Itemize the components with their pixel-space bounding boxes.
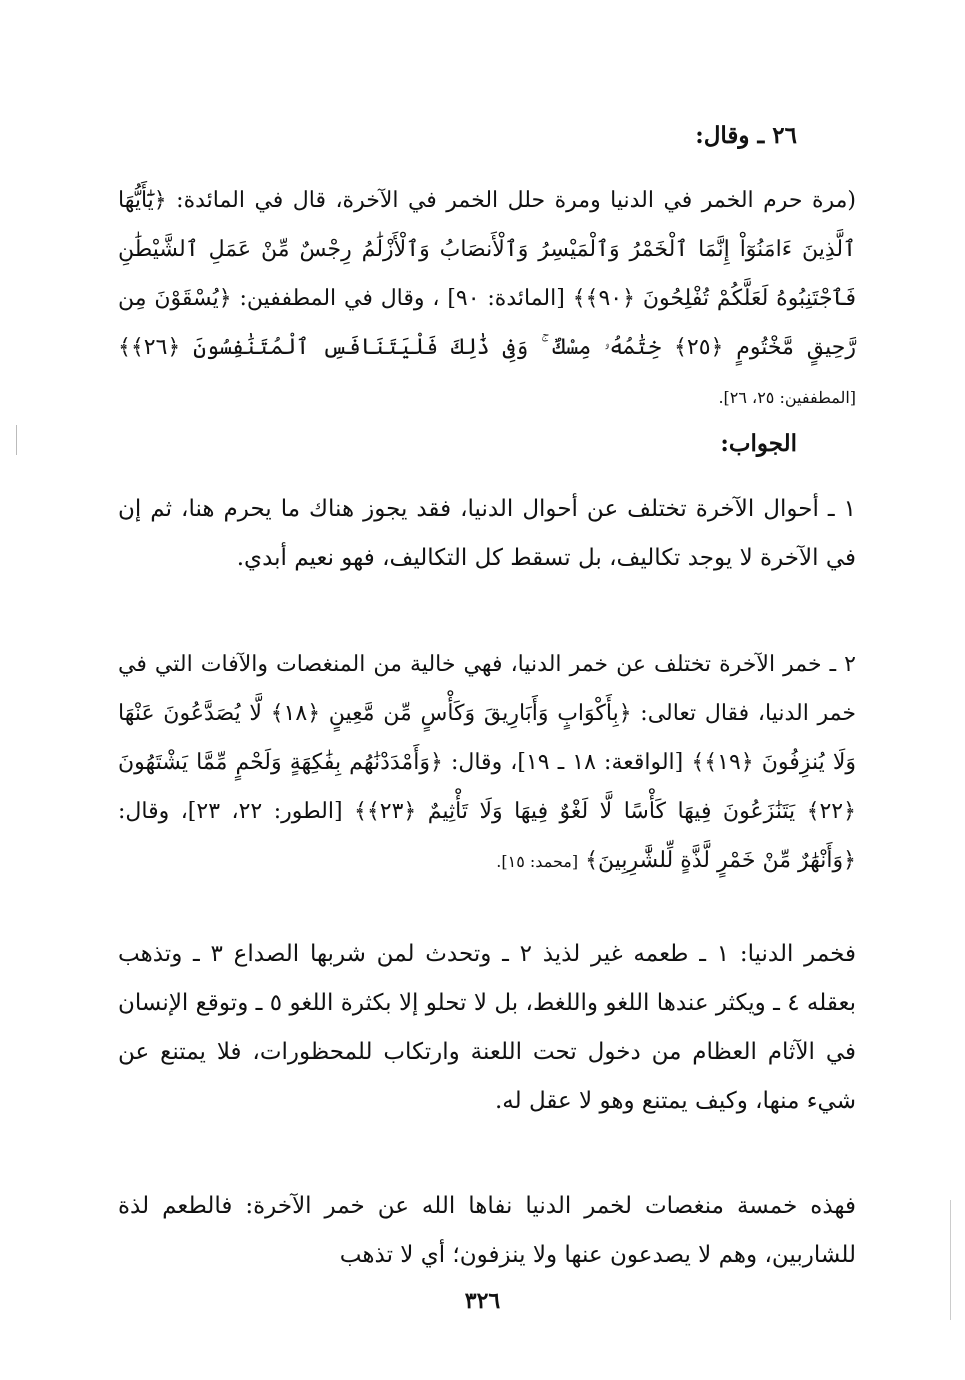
answer-heading: الجواب: <box>720 430 797 457</box>
scan-artifact <box>950 1200 951 1320</box>
quran-reference-muhammad: [محمد: ١٥]. <box>496 852 579 871</box>
quran-reference-mutaffifin: [المطففين: ٢٥، ٢٦]. <box>718 388 856 407</box>
paragraph-text: ٢ ـ خمر الآخرة تختلف عن خمر الدنيا، فهي خالية من المنغصات والآفات التي في خمر الدنيا، فقال تعالى: ﴿بِأَكْوَابٍ وَأَبَارِيقَ وَكَأْسٍ مِّن مَّعِينٍ ﴿١٨﴾ لَّا يُصَدَّعُونَ عَنْهَا وَلَا يُنزِفُونَ ﴿١٩﴾﴾ [الواقعة: ١٨ ـ ١٩]، وقال: ﴿وَأَمْدَدْنَٰهُم بِفَٰكِهَةٍ وَلَحْمٍ مِّمَّا يَشْتَهُونَ ﴿٢٢﴾ يَتَنَٰزَعُونَ فِيهَا كَأْسًا لَّا لَغْوٌ فِيهَا وَلَا تَأْثِيمٌ ﴿٢٣﴾﴾ [الطور: ٢٢، ٢٣]، وقال: ﴿وَأَنْهَٰرٌ مِّنْ خَمْرٍ لَّذَّةٍ لِّلشَّٰرِبِينَ﴾ <box>118 652 856 873</box>
answer-paragraph-2 <box>118 640 856 886</box>
paragraph-text: ١ ـ أحوال الآخرة تختلف عن أحوال الدنيا، فقد يجوز هناك ما يحرم هنا، ثم إن في الآخرة لا يوجد تكاليف، بل تسقط كل التكاليف، فهو نعيم أبدي. <box>118 496 856 571</box>
paragraph-text: فهذه خمسة منغصات لخمر الدنيا نفاها الله عن خمر الآخرة: فالطعم لذة للشاربين، وهم لا يصدعون عنها ولا ينزفون؛ أي لا تذهب <box>118 1193 856 1268</box>
objection-block <box>118 176 856 422</box>
answer-paragraph-1 <box>118 485 856 583</box>
answer-paragraph-3 <box>118 930 856 1126</box>
section-heading-26: ٢٦ ـ وقال: <box>695 122 797 149</box>
objection-text: (مرة حرم الخمر في الدنيا ومرة حلل الخمر في الآخرة، قال في المائدة: ﴿يَٰٓأَيُّهَا ٱلَّذِينَ ءَامَنُوٓاْ إِنَّمَا ٱلْخَمْرُ وَٱلْمَيْسِرُ وَٱلْأَنصَابُ وَٱلْأَزْلَٰمُ رِجْسٌ مِّنْ عَمَلِ ٱلشَّيْطَٰنِ فَٱجْتَنِبُوهُ لَعَلَّكُمْ تُفْلِحُونَ ﴿٩٠﴾﴾ [المائدة: ٩٠] ، وقال في المطففين: ﴿يُسْقَوْنَ مِن رَّحِيقٍ مَّخْتُومٍ ﴿٢٥﴾ خِتَٰمُهُۥ مِسْكٌ ۚ وَفِى ذَٰلِكَ فَلْيَتَنَافَسِ ٱلْمُتَنَٰفِسُونَ ﴿٢٦﴾﴾ <box>118 188 857 360</box>
paragraph-text: فخمر الدنيا: ١ ـ طعمه غير لذيذ ٢ ـ وتحدث لمن شربها الصداع ٣ ـ وتذهب بعقله ٤ ـ ويكثر عندها اللغو واللغط، بل لا تحلو إلا بكثرة اللغو ٥ ـ وتوقع الإنسان في الآثام العظام من دخول تحت اللعنة وارتكاب للمحظورات، فلا يمتنع عن شيء منها، وكيف يمتنع وهو لا عقل له. <box>118 941 857 1114</box>
page-number: ٣٢٦ <box>464 1288 501 1314</box>
scan-artifact <box>16 425 17 455</box>
answer-paragraph-4 <box>118 1182 856 1280</box>
